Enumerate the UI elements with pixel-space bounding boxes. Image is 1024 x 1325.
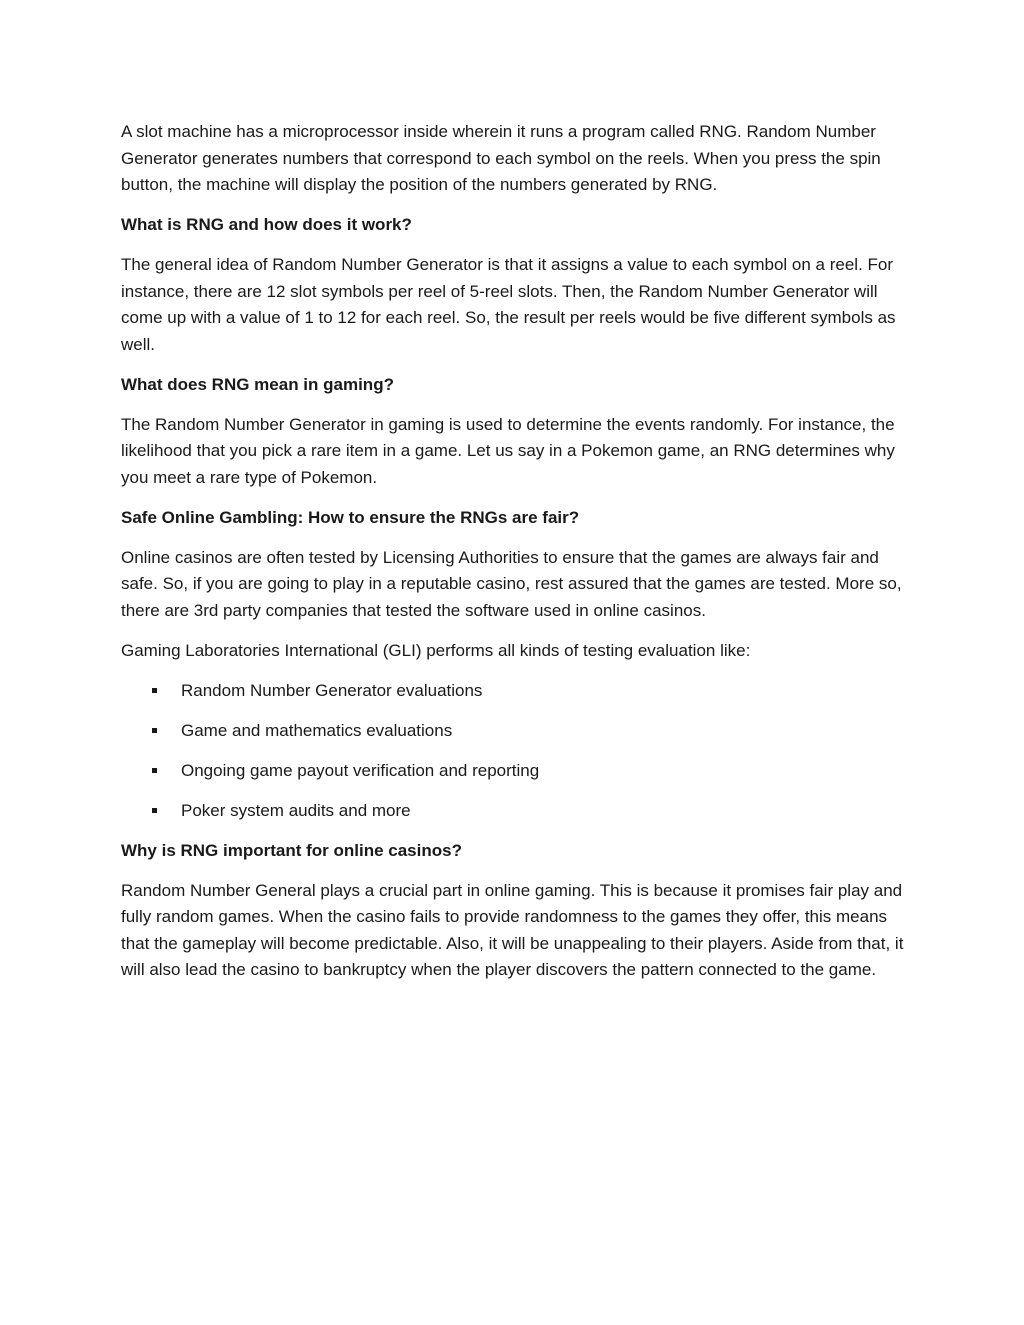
gli-intro-paragraph: Gaming Laboratories International (GLI) performs all kinds of testing evaluation like: <box>121 640 751 660</box>
list-item-text: Game and mathematics evaluations <box>181 720 453 740</box>
list-item <box>121 798 906 825</box>
list-item <box>121 718 906 745</box>
list-item-text: Ongoing game payout verification and reporting <box>181 760 540 780</box>
section-heading-rng-in-gaming: What does RNG mean in gaming? <box>121 374 394 394</box>
safe-gambling-paragraph: Online casinos are often tested by Licensing Authorities to ensure that the games are always fair and safe. So, if you are going to play in a reputable casino, rest assured that the games are tested. More so, there are 3rd party companies that tested the software used in online casinos. <box>121 547 902 620</box>
gli-evaluations-list <box>121 678 906 825</box>
section-heading-rng-importance: Why is RNG important for online casinos? <box>121 840 462 860</box>
section-heading-safe-gambling: Safe Online Gambling: How to ensure the RNGs are fair? <box>121 507 580 527</box>
section-heading-rng-how-it-works: What is RNG and how does it work? <box>121 215 412 234</box>
list-item-text: Random Number Generator evaluations <box>181 680 483 700</box>
rng-gaming-paragraph: The Random Number Generator in gaming is used to determine the events randomly. For instance, the likelihood that you pick a rare item in a game. Let us say in a Pokemon game, an RNG determines why you meet a rare type of Pokemon. <box>121 414 895 487</box>
rng-importance-paragraph: Random Number General plays a crucial part in online gaming. This is because it promises fair play and fully random games. When the casino fails to provide randomness to the games they offer, this means that the gameplay will become predictable. Also, it will be unappealing to their players. Aside from that, it will also lead the casino to bankruptcy when the player discovers the pattern connected to the game. <box>121 880 904 979</box>
document-body <box>121 119 906 997</box>
square-bullet-icon <box>152 688 157 693</box>
square-bullet-icon <box>152 808 157 813</box>
list-item <box>121 758 906 785</box>
list-item-text: Poker system audits and more <box>181 800 411 820</box>
rng-explanation-paragraph: The general idea of Random Number Generator is that it assigns a value to each symbol on a reel. For instance, there are 12 slot symbols per reel of 5-reel slots. Then, the Random Number Generator will come up with a value of 1 to 12 for each reel. So, the result per reels would be five different symbols as well. <box>121 255 896 354</box>
list-item <box>121 678 906 705</box>
square-bullet-icon <box>152 728 157 733</box>
intro-paragraph: A slot machine has a microprocessor inside wherein it runs a program called RNG. Random Number Generator generates numbers that correspond to each symbol on the reels. When you press the spin button, the machine will display the position of the numbers generated by RNG. <box>121 122 881 194</box>
square-bullet-icon <box>152 768 157 773</box>
